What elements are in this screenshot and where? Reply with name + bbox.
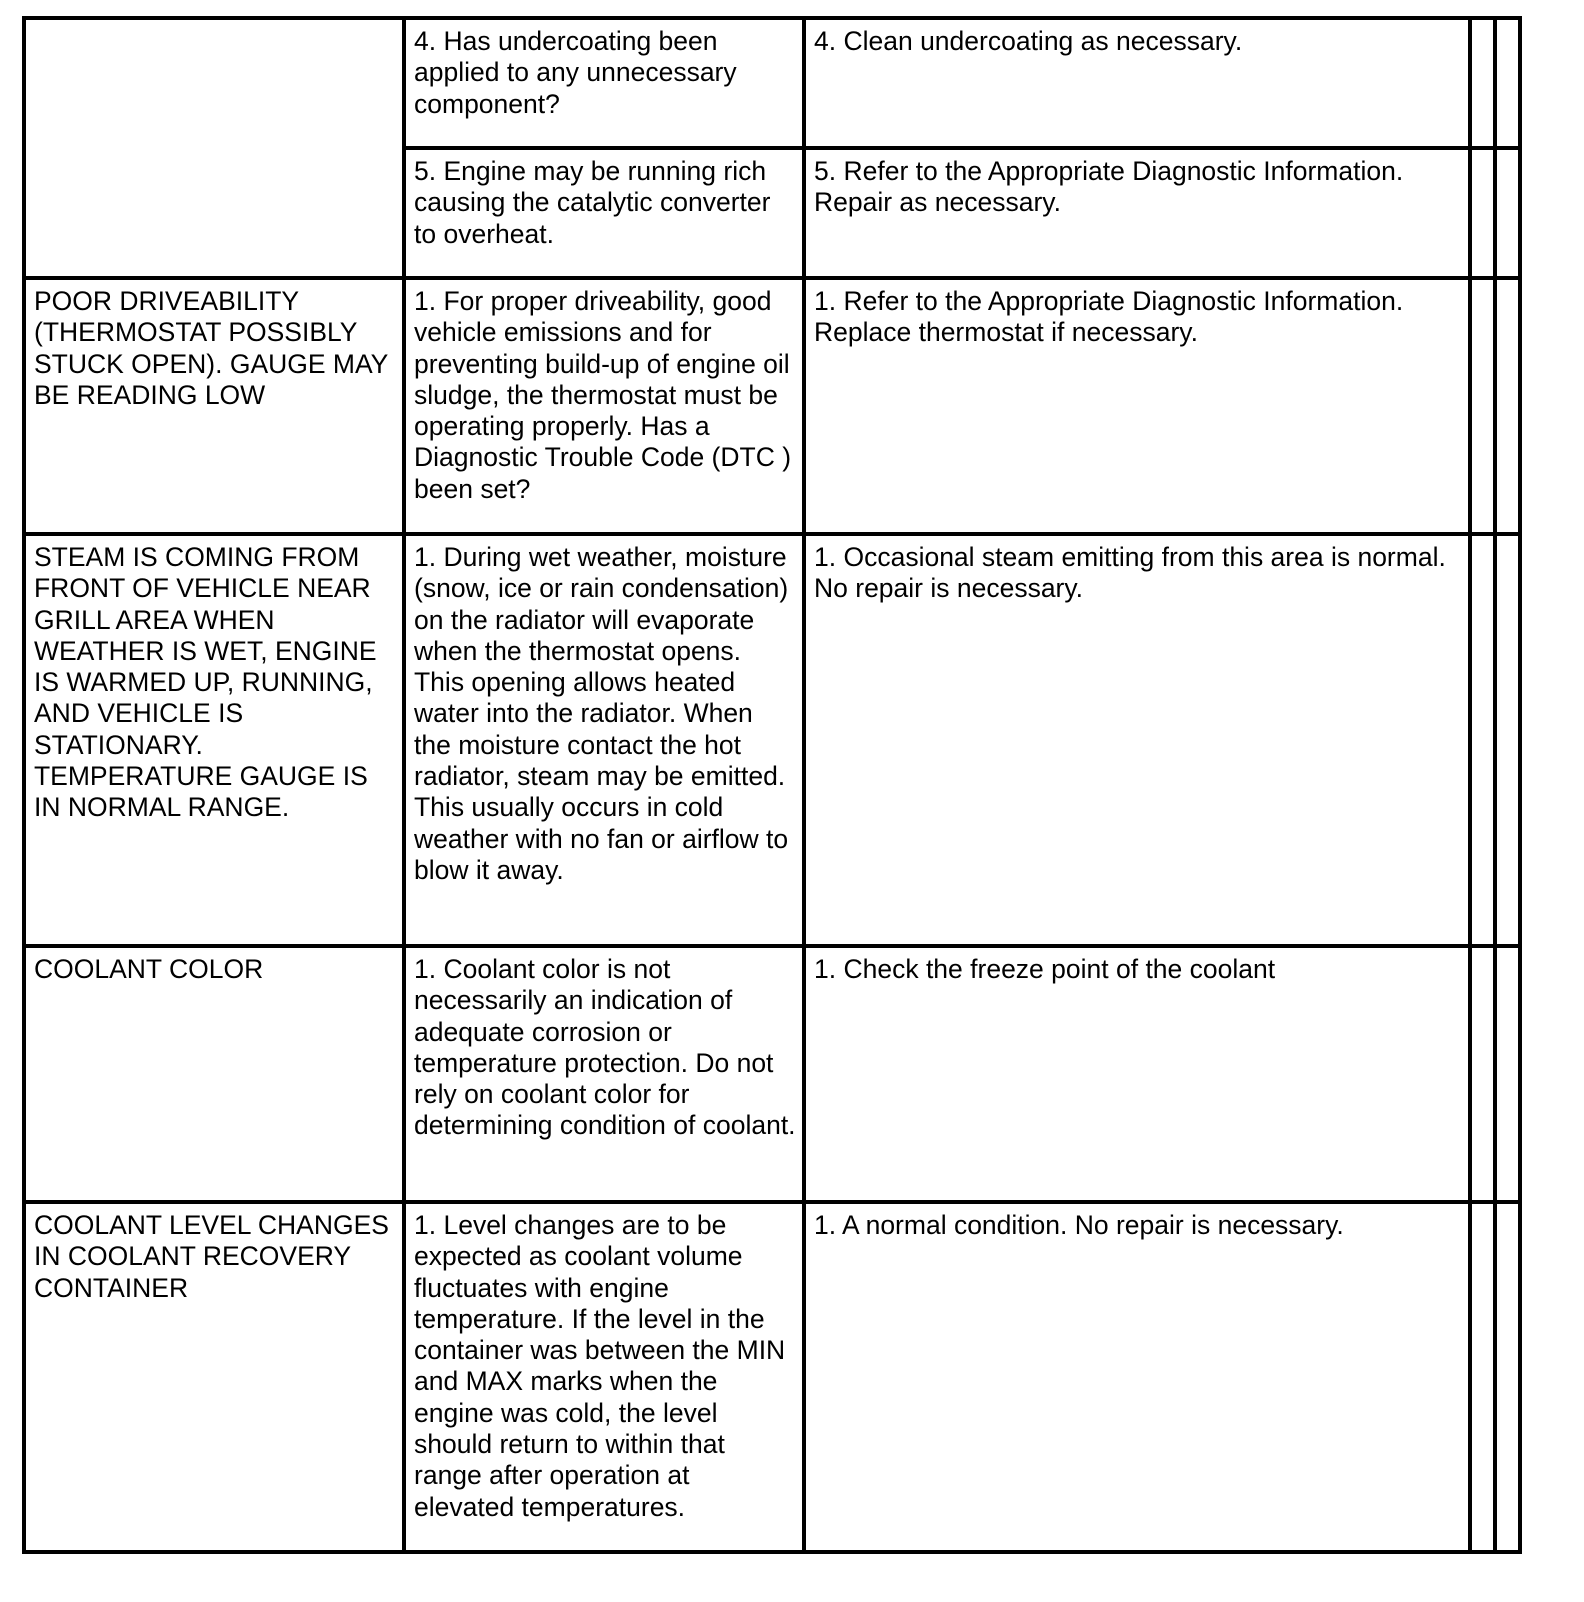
action-text: 1. Refer to the Appropriate Diagnostic Information. Replace thermostat if necessary. <box>814 286 1404 348</box>
condition-cell <box>24 278 404 534</box>
check-cell-b <box>1495 534 1520 946</box>
diagnostic-table <box>22 16 1522 1554</box>
check-cell-b <box>1495 278 1520 534</box>
table-row <box>24 946 1520 1202</box>
condition-text: STEAM IS COMING FROM FRONT OF VEHICLE NEAR GRILL AREA WHEN WEATHER IS WET, ENGINE IS WARMED UP, RUNNING, AND VEHICLE IS STATIONARY. TEMPERATURE GAUGE IS IN NORMAL RANGE. <box>34 542 377 823</box>
action-cell <box>804 1202 1470 1552</box>
check-cell-a <box>1470 148 1495 278</box>
cause-text: 1. Level changes are to be expected as coolant volume fluctuates with engine temperature. If the level in the container was between the MIN and MAX marks when the engine was cold, the level should return to within that range after operation at elevated temperatures. <box>414 1210 786 1522</box>
cause-text: 5. Engine may be running rich causing the catalytic converter to overheat. <box>414 156 771 249</box>
cause-cell <box>404 1202 804 1552</box>
check-cell-b <box>1495 148 1520 278</box>
condition-text: POOR DRIVEABILITY (THERMOSTAT POSSIBLY STUCK OPEN). GAUGE MAY BE READING LOW <box>34 286 388 410</box>
cause-text: 1. During wet weather, moisture (snow, ice or rain condensation) on the radiator will evaporate when the thermostat opens. This opening allows heated water into the radiator. When the moisture contact the hot radiator, steam may be emitted. This usually occurs in cold weather with no fan or airflow to blow it away. <box>414 542 789 885</box>
table-row <box>24 278 1520 534</box>
table-row <box>24 1202 1520 1552</box>
cause-text: 1. For proper driveability, good vehicle emissions and for preventing build-up of engine oil sludge, the thermostat must be operating properly. Has a Diagnostic Trouble Code (DTC ) been set? <box>414 286 792 504</box>
condition-cell <box>24 534 404 946</box>
condition-cell <box>24 946 404 1202</box>
check-cell-a <box>1470 18 1495 148</box>
check-cell-a <box>1470 534 1495 946</box>
check-cell-b <box>1495 946 1520 1202</box>
cause-cell <box>404 534 804 946</box>
action-cell <box>804 946 1470 1202</box>
cause-cell <box>404 278 804 534</box>
action-text: 5. Refer to the Appropriate Diagnostic Information. Repair as necessary. <box>814 156 1404 218</box>
action-text: 1. Occasional steam emitting from this area is normal. No repair is necessary. <box>814 542 1446 604</box>
check-cell-a <box>1470 946 1495 1202</box>
action-cell <box>804 148 1470 278</box>
condition-cell <box>24 18 404 278</box>
check-cell-a <box>1470 278 1495 534</box>
cause-cell <box>404 946 804 1202</box>
check-cell-a <box>1470 1202 1495 1552</box>
check-cell-b <box>1495 1202 1520 1552</box>
condition-text: COOLANT LEVEL CHANGES IN COOLANT RECOVERY CONTAINER <box>34 1210 389 1303</box>
check-cell-b <box>1495 18 1520 148</box>
action-cell <box>804 534 1470 946</box>
table-row <box>24 18 1520 148</box>
table-row <box>24 534 1520 946</box>
cause-cell <box>404 148 804 278</box>
cause-text: 4. Has undercoating been applied to any unnecessary component? <box>414 26 737 119</box>
action-text: 1. Check the freeze point of the coolant <box>814 954 1276 984</box>
cause-cell <box>404 18 804 148</box>
condition-text: COOLANT COLOR <box>34 954 264 984</box>
action-cell <box>804 278 1470 534</box>
action-cell <box>804 18 1470 148</box>
action-text: 1. A normal condition. No repair is necessary. <box>814 1210 1344 1240</box>
condition-cell <box>24 1202 404 1552</box>
action-text: 4. Clean undercoating as necessary. <box>814 26 1243 56</box>
cause-text: 1. Coolant color is not necessarily an indication of adequate corrosion or temperature protection. Do not rely on coolant color for determining condition of coolant. <box>414 954 796 1141</box>
